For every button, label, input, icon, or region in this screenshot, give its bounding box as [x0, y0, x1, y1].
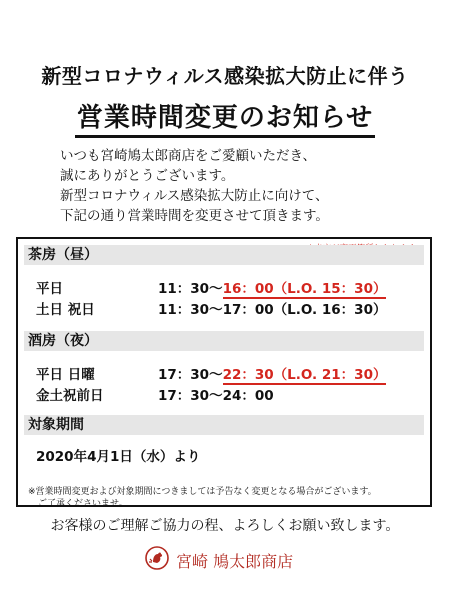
row-time — [158, 363, 386, 383]
shop-name: 宮崎 鳩太郎商店 — [176, 552, 294, 571]
row-time: 17：30〜24：00 — [158, 388, 274, 404]
row-time: 11：30〜17：00（L.O. 16：30） — [158, 302, 387, 318]
period-value: 2020年4月1日（水）より — [36, 449, 201, 465]
closing-message: お客様のご理解ご協力の程、よろしくお願い致します。 — [50, 518, 400, 534]
intro-line-1: いつも宮崎鳩太郎商店をご愛顧いただき、 — [60, 148, 316, 164]
intro-line-2: 誠にありがとうございます。 — [60, 168, 235, 184]
intro-text — [60, 146, 329, 226]
row-label: 土日 祝日 — [36, 302, 95, 318]
row-label: 平日 — [36, 281, 63, 297]
section-header-tea: 茶房（昼） — [24, 245, 424, 265]
time-start: 11：30〜 — [158, 281, 223, 297]
row-label: 金土祝前日 — [36, 388, 104, 404]
section-header-bar: 酒房（夜） — [24, 331, 424, 351]
intro-line-4: 下記の通り営業時間を変更させて頂きます。 — [60, 208, 329, 224]
section-header-period: 対象期間 — [24, 415, 424, 435]
footnote-line-2: ご了承くださいませ。 — [38, 499, 128, 509]
page-title-text: 営業時間変更のお知らせ — [75, 103, 375, 138]
intro-line-3: 新型コロナウィルス感染拡大防止に向けて、 — [60, 188, 329, 204]
page-title — [0, 97, 450, 134]
row-time — [158, 277, 386, 297]
footnote — [28, 486, 377, 510]
time-changed: 22：30（L.O. 21：30） — [222, 367, 387, 383]
time-start: 17：30〜 — [158, 367, 223, 383]
notice-subtitle: 新型コロナウィルス感染拡大防止に伴う — [41, 64, 409, 88]
hours-panel — [16, 237, 432, 507]
time-changed: 16：00（L.O. 15：30） — [222, 281, 387, 297]
row-label: 平日 日曜 — [36, 367, 95, 383]
footnote-line-1: ※営業時間変更および対象期間につきましては予告なく変更となる場合がございます。 — [28, 487, 377, 497]
rooster-crest-icon — [145, 546, 169, 570]
